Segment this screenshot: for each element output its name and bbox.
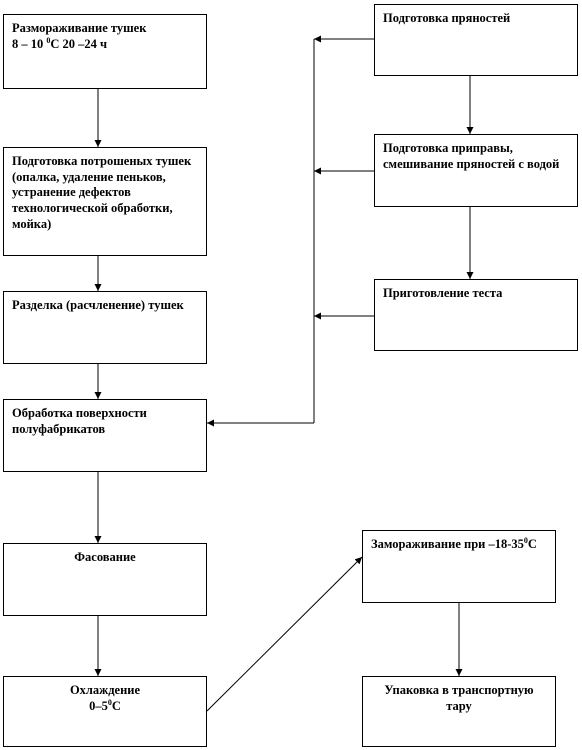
freezing-text: Замораживание при $-18-35^0С$: [371, 535, 537, 551]
cooling-title: Охлаждение: [69, 683, 141, 697]
box-surface-processing: [3, 399, 207, 472]
transport-packaging-text: Упаковка в транспортную тару: [384, 683, 534, 713]
thawing-params: 8 – 10 $^0$С 20 –24 ч: [12, 35, 108, 51]
dough-preparation-text: Приготовление теста: [383, 286, 503, 300]
box-cutting: [3, 291, 207, 364]
seasoning-preparation-text: Подготовка приправы, смешивание пряностей с водой: [383, 141, 560, 171]
spices-preparation-text: Подготовка пряностей: [383, 11, 511, 25]
carcass-preparation-text: Подготовка потрошеных тушек (опалка, удаление пеньков, устранение дефектов технологической обработки, мойка): [12, 154, 192, 231]
box-spices-preparation: [374, 4, 578, 76]
box-transport-packaging: [362, 676, 556, 747]
box-seasoning-preparation: [374, 134, 578, 207]
box-freezing: [362, 530, 556, 603]
box-dough-preparation: [374, 279, 578, 351]
box-thawing: [3, 14, 207, 89]
packing-text: Фасование: [74, 550, 136, 564]
arrow-cooling-to-freezing: [207, 557, 362, 711]
cutting-text: Разделка (расчленение) тушек: [12, 298, 184, 312]
box-carcass-preparation: [3, 147, 207, 256]
thawing-title: Размораживание тушек: [12, 21, 147, 35]
box-packing: [3, 543, 207, 616]
surface-processing-text: Обработка поверхности полуфабрикатов: [12, 406, 147, 436]
box-cooling: [3, 676, 207, 747]
cooling-params: $0-5^0С$: [89, 697, 121, 713]
